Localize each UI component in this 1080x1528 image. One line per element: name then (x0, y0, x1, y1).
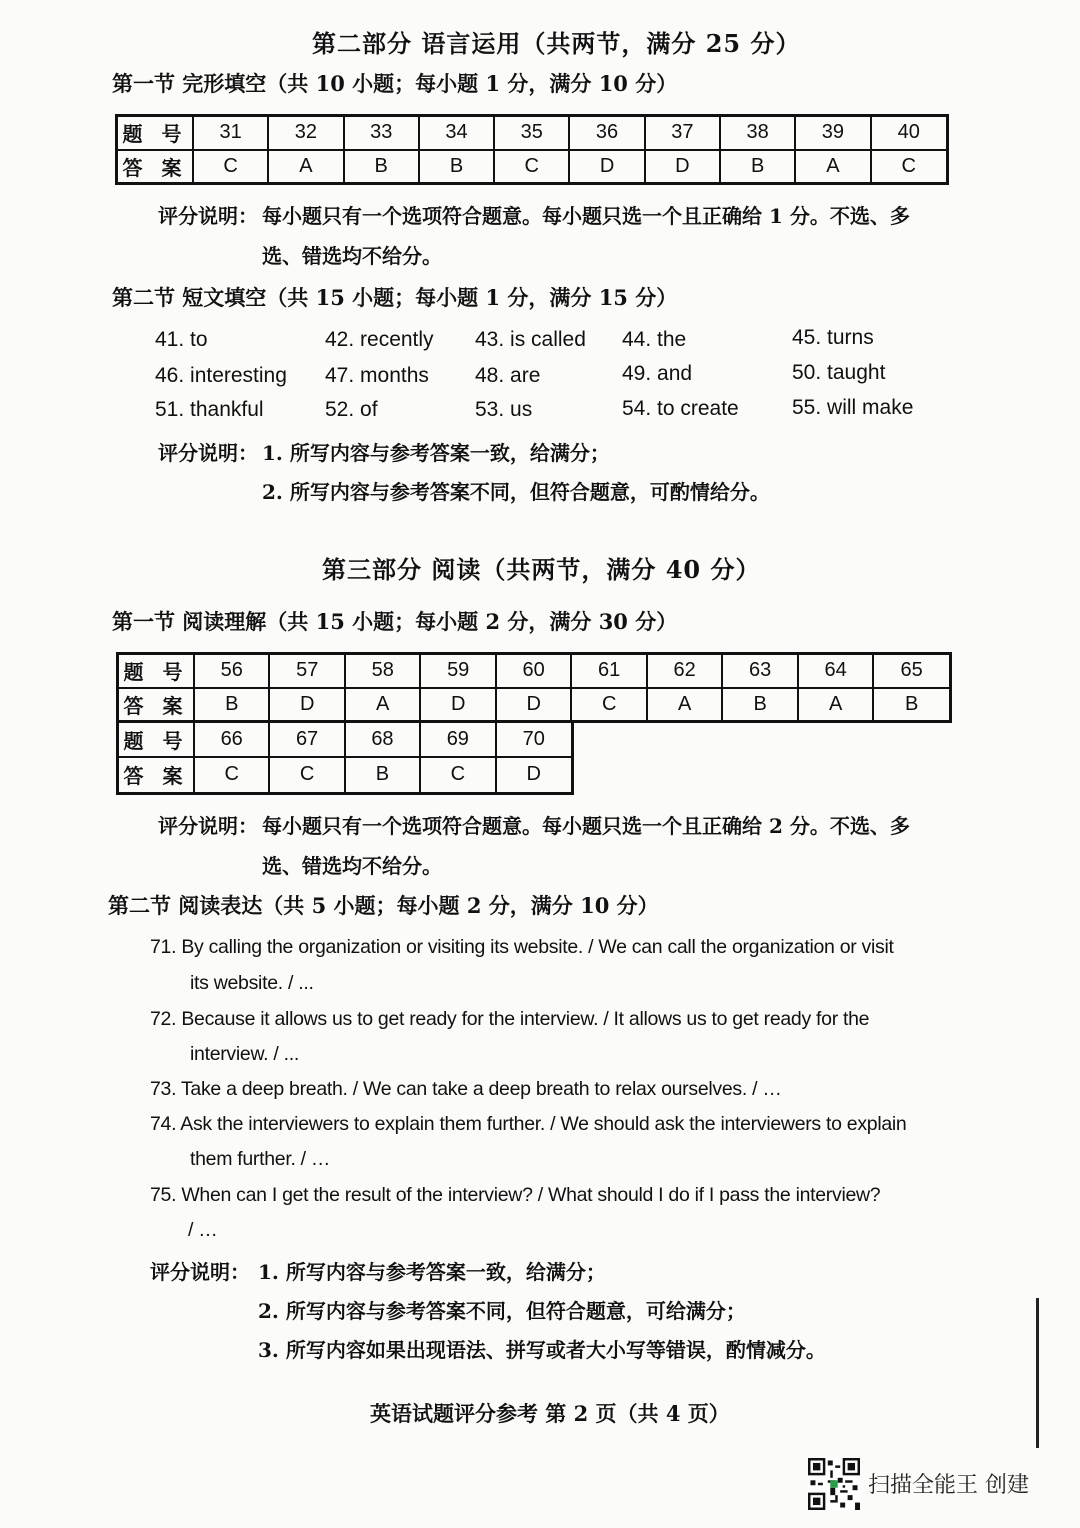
table-cell-answer: B (873, 688, 950, 722)
table-cell-number: 37 (645, 116, 720, 150)
reading-number-row (118, 654, 951, 688)
table-cell-number: 63 (722, 654, 797, 688)
scoring-note-text: 选、错选均不给分。 (262, 854, 442, 878)
table-cell-number: 65 (873, 654, 950, 688)
reading-answer-row (118, 757, 573, 793)
part2-sec2-title: 第二节 短文填空（共 15 小题；每小题 1 分，满分 15 分） (112, 285, 678, 310)
table-cell-number: 39 (795, 116, 870, 150)
page-footer: 英语试题评分参考 第 2 页（共 4 页） (370, 1401, 730, 1426)
expression-answer: 74. Ask the interviewers to explain them further. / We should ask the interviewers to explain (150, 1113, 907, 1135)
table-cell-answer: B (345, 757, 420, 793)
table-cell-number: 58 (345, 654, 420, 688)
blank-answer: 50. taught (792, 361, 886, 384)
blank-answer: 48. are (475, 364, 541, 387)
scoring-note-text: 选、错选均不给分。 (262, 244, 442, 268)
scoring-note-label: 评分说明： (158, 204, 258, 228)
table-cell-number: 31 (193, 116, 268, 150)
expression-answer: 73. Take a deep breath. / We can take a deep breath to relax ourselves. / … (150, 1078, 782, 1100)
blank-answer: 46. interesting (155, 364, 287, 387)
table-cell-number: 32 (268, 116, 343, 150)
table-cell-answer: B (722, 688, 797, 722)
blank-answer: 41. to (155, 328, 208, 351)
part3-sec1-title: 第一节 阅读理解（共 15 小题；每小题 2 分，满分 30 分） (112, 609, 678, 634)
scoring-note-text: 3. 所写内容如果出现语法、拼写或者大小写等错误，酌情减分。 (258, 1338, 826, 1362)
table-cell-answer: A (345, 688, 420, 722)
scoring-note-text: 1. 所写内容与参考答案一致，给满分； (258, 1260, 606, 1284)
table-cell-answer: B (344, 150, 419, 184)
scoring-note-text: 每小题只有一个选项符合题意。每小题只选一个且正确给 2 分。不选、多 (262, 814, 910, 838)
table-cell-answer: D (420, 688, 495, 722)
table-cell-answer: D (496, 757, 573, 793)
table-cell-number: 38 (720, 116, 795, 150)
page-edge-line (1036, 1298, 1039, 1448)
blank-answer: 55. will make (792, 396, 914, 419)
table-cell-number: 62 (647, 654, 722, 688)
table-cell-answer: C (494, 150, 569, 184)
expression-answer: 72. Because it allows us to get ready for the interview. / It allows us to get ready for the (150, 1008, 870, 1030)
qr-code-icon (808, 1458, 860, 1510)
row-head-number: 题 号 (118, 721, 195, 757)
table-cell-answer: D (569, 150, 644, 184)
reading-number-row (118, 721, 573, 757)
table-cell-answer: C (193, 150, 268, 184)
cloze-answer-table (115, 114, 949, 185)
cloze-answer-row (117, 150, 948, 184)
reading-answer-row (118, 688, 951, 722)
expression-answer-cont: interview. / ... (190, 1043, 299, 1065)
table-cell-number: 69 (420, 721, 495, 757)
part3-title: 第三部分 阅读（共两节，满分 40 分） (322, 555, 761, 584)
scoring-note-label: 评分说明： (158, 814, 258, 838)
blank-answer: 45. turns (792, 326, 874, 349)
scoring-note-label: 评分说明： (150, 1260, 250, 1284)
expression-answer: 71. By calling the organization or visiting its website. / We can call the organization or visit (150, 936, 894, 958)
blank-answer: 49. and (622, 362, 693, 385)
table-cell-answer: A (647, 688, 722, 722)
table-cell-number: 57 (269, 654, 344, 688)
table-cell-number: 61 (571, 654, 646, 688)
table-cell-answer: D (645, 150, 720, 184)
table-cell-number: 35 (494, 116, 569, 150)
scoring-note-text: 2. 所写内容与参考答案不同，但符合题意，可给满分； (258, 1299, 746, 1323)
part2-title: 第二部分 语言运用（共两节，满分 25 分） (312, 29, 801, 58)
part3-sec2-title: 第二节 阅读表达（共 5 小题；每小题 2 分，满分 10 分） (108, 893, 659, 918)
blank-answer: 47. months (325, 364, 429, 387)
reading-answer-table-bottom (116, 720, 574, 795)
blank-answer: 42. recently (325, 328, 434, 351)
table-cell-answer: B (194, 688, 269, 722)
table-cell-answer: C (571, 688, 646, 722)
part2-sec1-title: 第一节 完形填空（共 10 小题；每小题 1 分，满分 10 分） (112, 71, 678, 96)
table-cell-answer: C (269, 757, 344, 793)
blank-answer: 51. thankful (155, 398, 264, 421)
table-cell-answer: B (720, 150, 795, 184)
scoring-note-text: 每小题只有一个选项符合题意。每小题只选一个且正确给 1 分。不选、多 (262, 204, 910, 228)
watermark-brand: 扫描全能王 创建 (868, 1473, 1029, 1498)
expression-answer-cont: them further. / … (190, 1148, 331, 1170)
table-cell-number: 56 (194, 654, 269, 688)
expression-answer-cont: its website. / ... (190, 972, 314, 994)
expression-answer-cont: / … (188, 1219, 218, 1241)
row-head-answer: 答 案 (118, 757, 195, 793)
table-cell-answer: A (798, 688, 873, 722)
table-cell-answer: B (419, 150, 494, 184)
row-head-answer: 答 案 (118, 688, 195, 722)
cloze-number-row (117, 116, 948, 150)
table-cell-number: 59 (420, 654, 495, 688)
table-cell-number: 34 (419, 116, 494, 150)
row-head-number: 题 号 (118, 654, 195, 688)
table-cell-number: 70 (496, 721, 573, 757)
table-cell-number: 68 (345, 721, 420, 757)
table-cell-answer: D (269, 688, 344, 722)
table-cell-answer: D (496, 688, 571, 722)
row-head-number: 题 号 (117, 116, 194, 150)
table-cell-answer: A (268, 150, 343, 184)
table-cell-answer: C (871, 150, 948, 184)
blank-answer: 53. us (475, 398, 533, 421)
blank-answer: 52. of (325, 398, 378, 421)
table-cell-number: 67 (269, 721, 344, 757)
table-cell-number: 64 (798, 654, 873, 688)
table-cell-answer: C (420, 757, 495, 793)
scoring-note-label: 评分说明： (158, 441, 258, 465)
table-cell-number: 66 (194, 721, 269, 757)
scoring-note-text: 2. 所写内容与参考答案不同，但符合题意，可酌情给分。 (262, 480, 770, 504)
blank-answer: 43. is called (475, 328, 586, 351)
scoring-note-text: 1. 所写内容与参考答案一致，给满分； (262, 441, 610, 465)
expression-answer: 75. When can I get the result of the interview? / What should I do if I pass the interview? (150, 1184, 881, 1206)
table-cell-number: 33 (344, 116, 419, 150)
table-cell-number: 40 (871, 116, 948, 150)
table-cell-number: 36 (569, 116, 644, 150)
reading-answer-table-top (116, 652, 952, 723)
table-cell-answer: A (795, 150, 870, 184)
blank-answer: 44. the (622, 328, 687, 351)
blank-answer: 54. to create (622, 397, 739, 420)
table-cell-number: 60 (496, 654, 571, 688)
table-cell-answer: C (194, 757, 269, 793)
row-head-answer: 答 案 (117, 150, 194, 184)
